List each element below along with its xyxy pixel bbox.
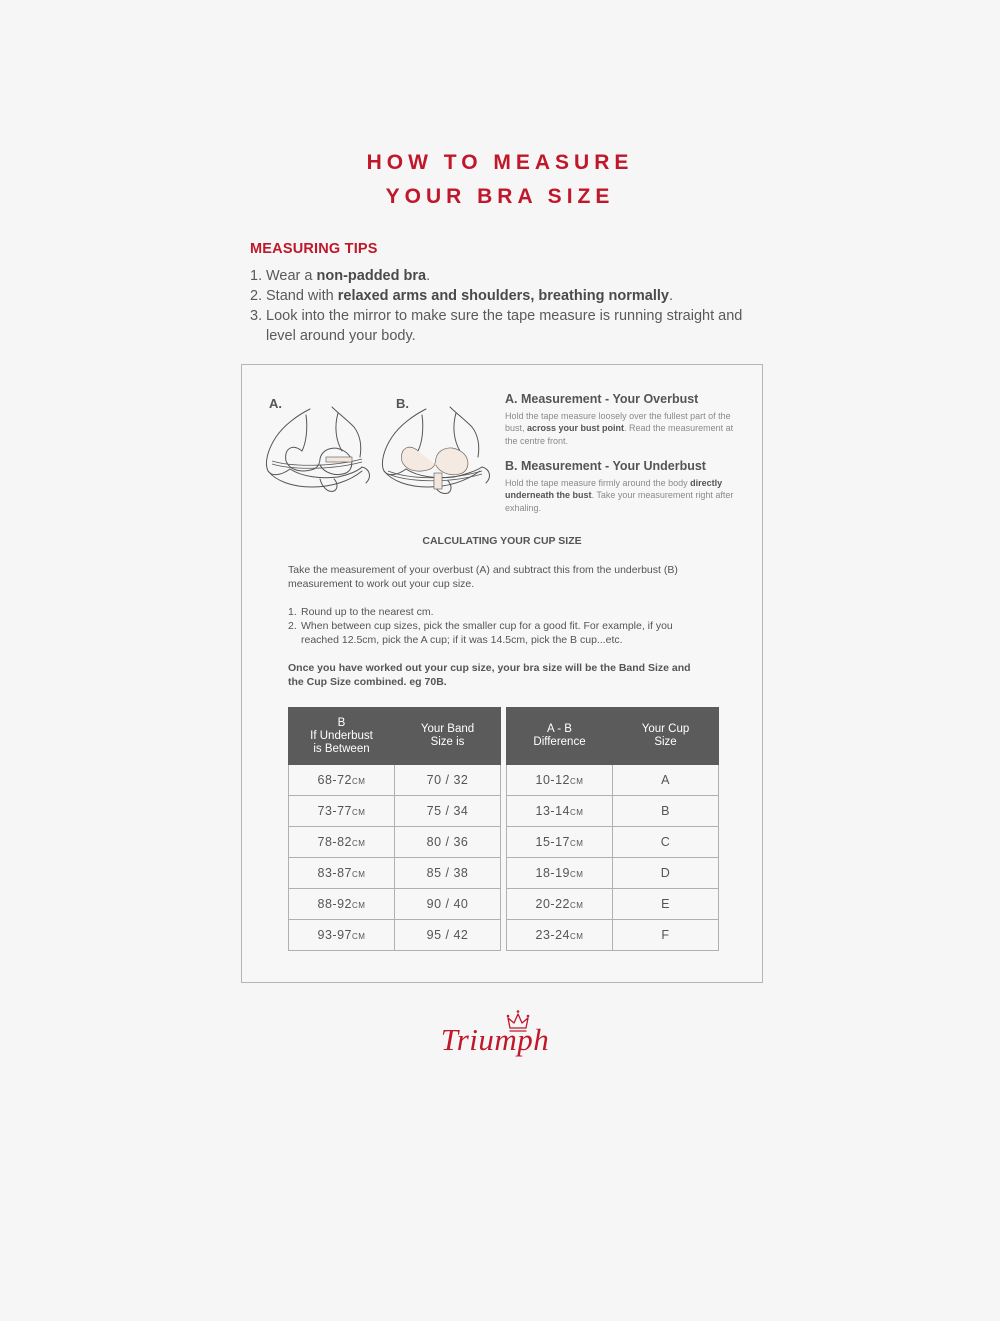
table-cell: 73-77cm (289, 796, 395, 827)
overbust-text-pre: Hold the tape measure loosely over the fullest part of the bust, (505, 411, 731, 434)
calc-intro: Take the measurement of your overbust (A) and subtract this from the underbust (B) measurement to work out your cup size. (288, 564, 678, 590)
cup_table-header-cell: A - B Difference (507, 708, 613, 765)
band_table-header-cell: B If Underbust is Between (289, 708, 395, 765)
table-cell: 83-87cm (289, 858, 395, 889)
band-table-body (289, 765, 501, 951)
tip-text-post: . (668, 288, 673, 304)
table-cell: 68-72cm (289, 765, 395, 796)
calc-step-text: Round up to the nearest cm. (301, 606, 434, 618)
table-cell: 13-14cm (507, 796, 613, 827)
table-cell: 15-17cm (507, 827, 613, 858)
table-cell: 23-24cm (507, 920, 613, 951)
table-cell: A (613, 765, 719, 796)
table-cell: 70 / 32 (395, 765, 501, 796)
cup-size-table (506, 707, 719, 951)
tip-text-pre: Wear a (266, 268, 317, 284)
tip-number: 1. (250, 268, 263, 284)
overbust-text-post: . Read the measurement at the centre front. (505, 423, 734, 446)
table-cell: F (613, 920, 719, 951)
tip-item (250, 306, 770, 346)
table-cell: E (613, 889, 719, 920)
calc-step-number: 1. (288, 606, 297, 618)
table-row (507, 858, 719, 889)
tip-text (266, 266, 430, 286)
tip-number: 2. (250, 288, 263, 304)
table-row (289, 827, 501, 858)
underbust-text-bold: directly underneath the bust (505, 478, 723, 501)
tip-text-bold: non-padded bra (316, 268, 427, 284)
overbust-text-bold: across your bust point (527, 423, 625, 434)
table-row (289, 796, 501, 827)
figure-b-label: B. (396, 396, 409, 411)
tip-text: Look into the mirror to make sure the tape measure is running straight and level around your body. (266, 308, 743, 344)
table-cell: 90 / 40 (395, 889, 501, 920)
table-cell: 93-97cm (289, 920, 395, 951)
tip-text-post: . (426, 268, 431, 284)
tips-heading: MEASURING TIPS (250, 241, 378, 257)
calc-step (288, 605, 708, 619)
table-cell: 88-92cm (289, 889, 395, 920)
calc-steps (288, 605, 708, 647)
band-size-table (288, 707, 501, 951)
table-cell: B (613, 796, 719, 827)
table-row (507, 827, 719, 858)
measurement-guide-panel (241, 364, 763, 983)
cup-table-header (507, 708, 719, 765)
table-cell: 75 / 34 (395, 796, 501, 827)
tip-text (266, 286, 673, 306)
tip-item (250, 286, 770, 306)
page-title (0, 146, 1000, 214)
brand-name: Triumph (440, 1022, 550, 1057)
table-cell: 95 / 42 (395, 920, 501, 951)
calc-heading: CALCULATING YOUR CUP SIZE (422, 535, 582, 547)
table-cell: 80 / 36 (395, 827, 501, 858)
figure-a-label: A. (269, 396, 282, 411)
cup-table-body (507, 765, 719, 951)
tip-text-pre: Stand with (266, 288, 338, 304)
underbust-illustration-icon (378, 405, 494, 497)
underbust-instructions (505, 477, 737, 514)
triumph-logo (430, 1006, 560, 1074)
underbust-heading: B. Measurement - Your Underbust (505, 459, 706, 473)
table-row (507, 889, 719, 920)
calc-note: Once you have worked out your cup size, your bra size will be the Band Size and the Cup Size combined. eg 70B. (288, 662, 691, 688)
table-row (289, 920, 501, 951)
table-cell: 78-82cm (289, 827, 395, 858)
title-line-1: HOW TO MEASURE (366, 151, 634, 174)
table-row (289, 889, 501, 920)
table-row (507, 765, 719, 796)
tips-list (250, 266, 770, 346)
table-cell: D (613, 858, 719, 889)
table-cell: 20-22cm (507, 889, 613, 920)
underbust-text-post: . Take your measurement right after exhaling. (505, 490, 734, 513)
calc-step-text: When between cup sizes, pick the smaller cup for a good fit. For example, if you reached 12.5cm, pick the A cup; if it was 14.5cm, pick the B cup...etc. (301, 620, 673, 646)
tip-text-bold: relaxed arms and shoulders, breathing normally (337, 288, 669, 304)
table-row (507, 796, 719, 827)
cup_table-header-cell: Your Cup Size (613, 708, 719, 765)
calc-step (288, 619, 708, 647)
title-line-2: YOUR BRA SIZE (385, 185, 615, 208)
table-cell: C (613, 827, 719, 858)
tip-item (250, 266, 770, 286)
table-cell: 10-12cm (507, 765, 613, 796)
overbust-illustration-icon (262, 405, 374, 497)
table-cell: 18-19cm (507, 858, 613, 889)
band_table-header-cell: Your Band Size is (395, 708, 501, 765)
table-row (289, 765, 501, 796)
overbust-instructions (505, 410, 737, 447)
band-table-header (289, 708, 501, 765)
table-cell: 85 / 38 (395, 858, 501, 889)
table-row (289, 858, 501, 889)
calc-step-number: 2. (288, 620, 297, 632)
overbust-heading: A. Measurement - Your Overbust (505, 392, 699, 406)
tip-number: 3. (250, 308, 263, 324)
underbust-text-pre: Hold the tape measure firmly around the body (505, 478, 691, 488)
table-row (507, 920, 719, 951)
